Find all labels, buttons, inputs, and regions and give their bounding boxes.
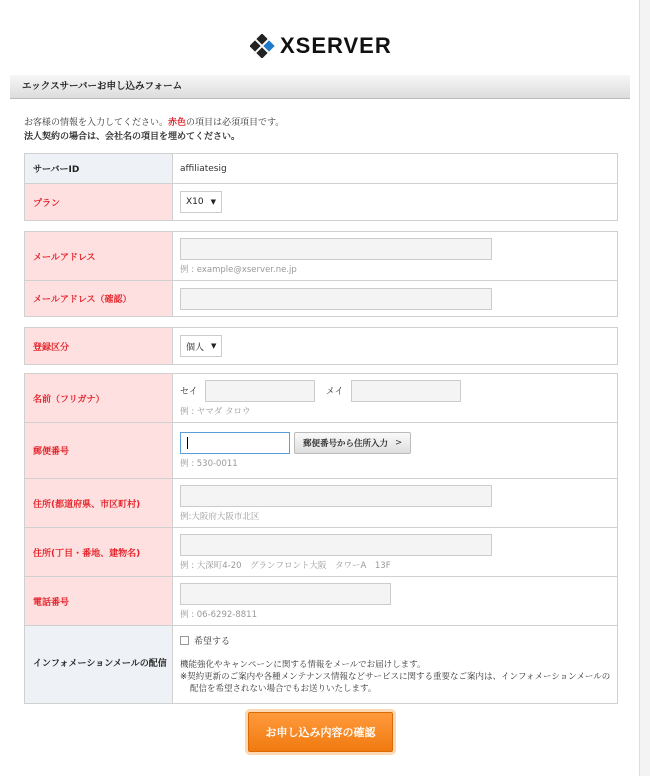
server-section xyxy=(24,153,618,221)
email-confirm-input[interactable] xyxy=(180,288,492,310)
xserver-logo xyxy=(250,34,392,58)
info-note-2: ※契約更新のご案内や各種メンテナンス情報などサービスに関する重要なご案内は、インフォメーションメールの xyxy=(180,672,611,682)
info-mail-checkbox[interactable] xyxy=(180,636,189,645)
mei-label: メイ xyxy=(325,387,344,397)
zip-input[interactable] xyxy=(180,432,290,454)
address2-hint: 例 : 大深町4-20 グランフロント大阪 タワーA 13F xyxy=(180,560,391,571)
registration-section xyxy=(24,327,618,365)
confirm-submit-button[interactable]: お申し込み内容の確認 xyxy=(248,712,393,752)
phone-input[interactable] xyxy=(180,583,391,605)
registration-label: 登録区分 xyxy=(25,328,173,365)
phone-label: 電話番号 xyxy=(25,577,173,626)
info-note-3: 配信を希望されない場合でもお送りいたします。 xyxy=(190,684,377,694)
registration-select[interactable]: 個人 ▼ xyxy=(180,335,222,357)
dropdown-arrow-icon: ▼ xyxy=(211,342,217,350)
email-label: メールアドレス xyxy=(25,232,173,281)
plan-label: プラン xyxy=(25,184,173,221)
required-color-note: 赤色 xyxy=(168,118,187,128)
email-hint: 例 : example@xserver.ne.jp xyxy=(180,264,297,275)
info-mail-notes xyxy=(180,659,617,695)
plan-select[interactable]: X10 ▼ xyxy=(180,191,222,213)
address1-input[interactable] xyxy=(180,485,492,507)
form-title: エックスサーバーお申し込みフォーム xyxy=(10,75,630,99)
intro-line-1: お客様の情報を入力してください。赤色の項目は必須項目です。 xyxy=(24,118,285,128)
logo-text: XSERVER xyxy=(280,33,392,58)
email-confirm-label: メールアドレス（確認） xyxy=(25,281,173,317)
name-kana-label: 名前（フリガナ） xyxy=(25,374,173,423)
mei-input[interactable] xyxy=(351,380,461,402)
info-mail-checkbox-label[interactable]: 希望する xyxy=(194,637,231,647)
contact-section xyxy=(24,373,618,704)
intro-text xyxy=(24,116,284,144)
info-mail-label: インフォメーションメールの配信 xyxy=(25,626,173,704)
zip-lookup-button[interactable]: 郵便番号から住所入力 > xyxy=(294,432,411,454)
sei-label: セイ xyxy=(180,387,198,397)
dropdown-arrow-icon: ▼ xyxy=(210,198,217,206)
address2-input[interactable] xyxy=(180,534,492,556)
text-cursor xyxy=(187,437,188,449)
sei-input[interactable] xyxy=(205,380,315,402)
address1-hint: 例:大阪府大阪市北区 xyxy=(180,511,260,522)
intro-line-2: 法人契約の場合は、会社名の項目を埋めてください。 xyxy=(24,132,241,142)
logo-diamond-icon xyxy=(250,34,276,58)
server-id-label: サーバーID xyxy=(25,154,173,184)
info-mail-checkbox-row[interactable] xyxy=(180,634,617,647)
server-id-value: affiliatesig xyxy=(173,154,618,184)
zip-label: 郵便番号 xyxy=(25,423,173,479)
name-hint: 例 : ヤマダ タロウ xyxy=(180,406,251,417)
phone-hint: 例 : 06-6292-8811 xyxy=(180,609,257,620)
email-input[interactable] xyxy=(180,238,492,260)
info-note-1: 機能強化やキャンペーンに関する情報をメールでお届けします。 xyxy=(180,660,426,670)
email-section xyxy=(24,231,618,317)
zip-hint: 例 : 530-0011 xyxy=(180,459,238,469)
address2-label: 住所(丁目・番地、建物名) xyxy=(25,528,173,577)
address1-label: 住所(都道府県、市区町村) xyxy=(25,479,173,528)
chevron-right-icon: > xyxy=(395,438,403,448)
